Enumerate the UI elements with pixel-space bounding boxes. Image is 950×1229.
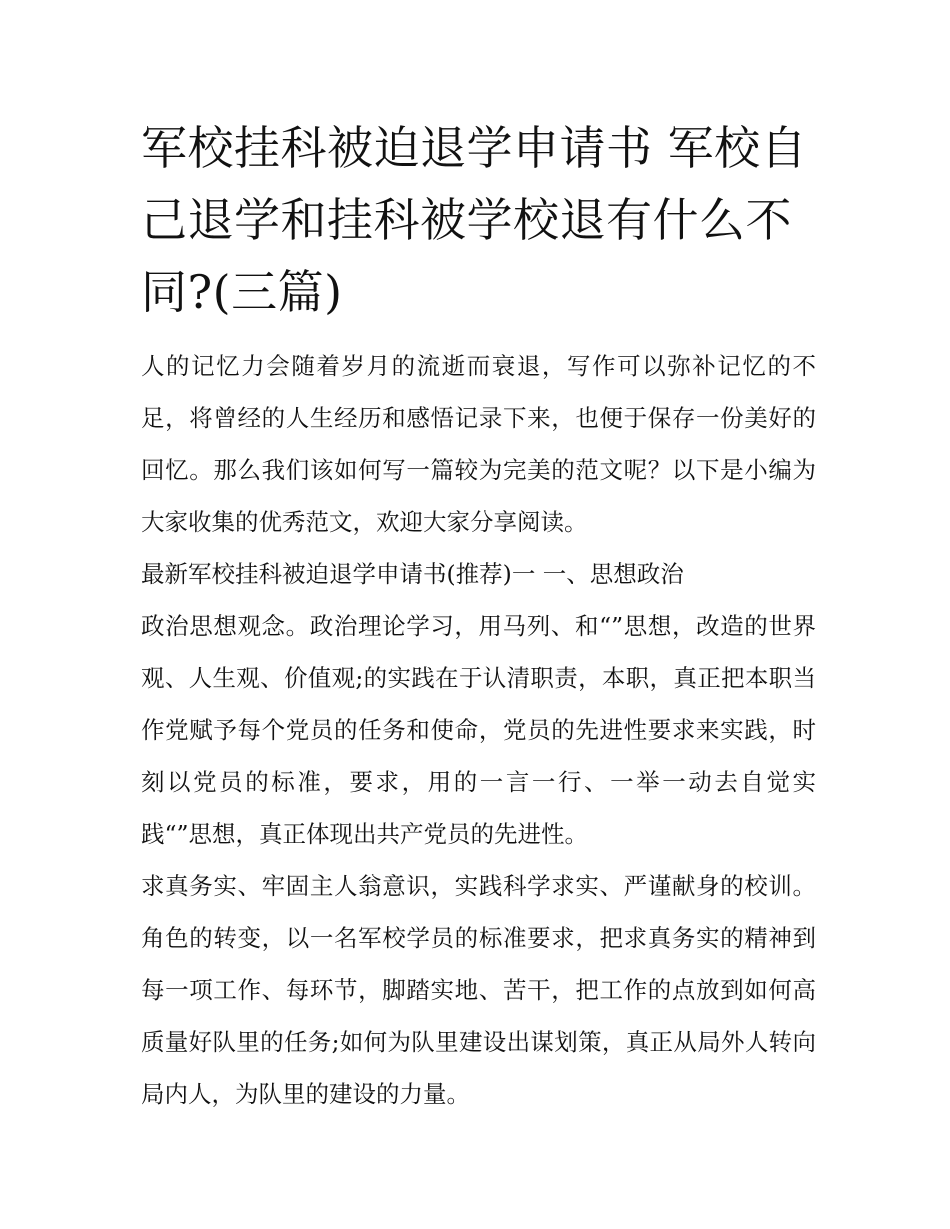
document-content <box>141 112 816 1120</box>
paragraph-political-thought: 政治思想观念。政治理论学习，用马列、和“”思想，改造的世界观、人生观、价值观;的实践在于认清职责，本职，真正把本职当作党赋予每个党员的任务和使命，党员的先进性要求来实践，时刻以党员的标准，要求，用的一言一行、一举一动去自觉实践“”思想，真正体现出共产党员的先进性。 <box>141 612 816 848</box>
paragraph-section-heading: 最新军校挂科被迫退学申请书(推荐)一 一、思想政治 <box>141 560 684 588</box>
paragraph-seek-truth: 求真务实、牢固主人翁意识，实践科学求实、严谨献身的校训。角色的转变，以一名军校学员的标准要求，把求真务实的精神到每一项工作、每环节，脚踏实地、苦干，把工作的点放到如何高质量好队里的任务;如何为队里建设出谋划策，真正从局外人转向局内人，为队里的建设的力量。 <box>141 872 816 1108</box>
paragraph-intro: 人的记忆力会随着岁月的流逝而衰退，写作可以弥补记忆的不足，将曾经的人生经历和感悟记录下来，也便于保存一份美好的回忆。那么我们该如何写一篇较为完美的范文呢？以下是小编为大家收集的优秀范文，欢迎大家分享阅读。 <box>141 352 816 536</box>
document-title: 军校挂科被迫退学申请书 军校自己退学和挂科被学校退有什么不同?(三篇) <box>141 121 808 319</box>
document-body <box>141 340 816 1120</box>
